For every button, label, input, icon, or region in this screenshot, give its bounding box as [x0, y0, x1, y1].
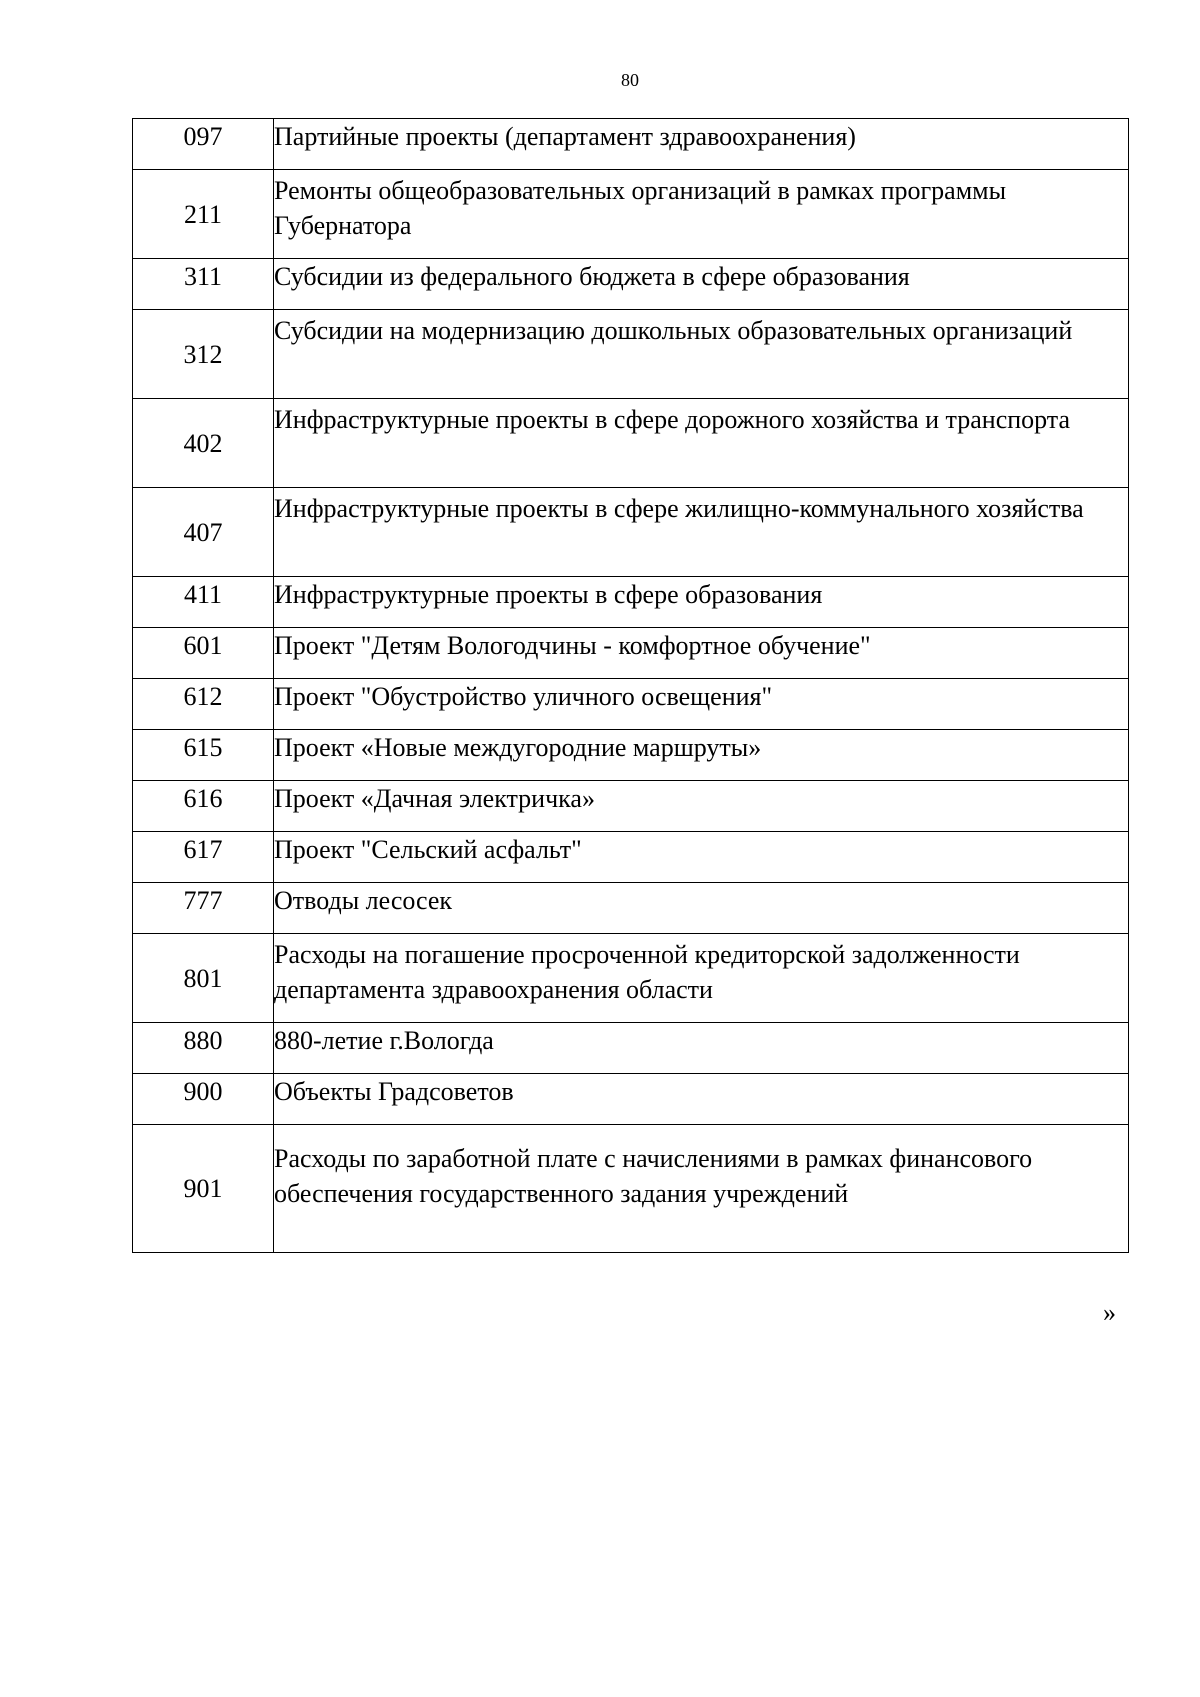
code-cell: 616	[133, 781, 274, 832]
code-cell: 407	[133, 488, 274, 577]
code-cell: 617	[133, 832, 274, 883]
description-cell: 880-летие г.Вологда	[274, 1023, 1129, 1074]
description-cell: Субсидии на модернизацию дошкольных образовательных организаций	[274, 310, 1129, 399]
page-number: 80	[621, 70, 639, 90]
table-row	[133, 781, 1129, 832]
table-row	[133, 832, 1129, 883]
description-cell: Партийные проекты (департамент здравоохранения)	[274, 119, 1129, 170]
description-cell: Расходы на погашение просроченной кредиторской задолженности департамента здравоохранения области	[274, 934, 1129, 1023]
code-cell: 880	[133, 1023, 274, 1074]
code-cell: 097	[133, 119, 274, 170]
description-cell: Инфраструктурные проекты в сфере жилищно-коммунального хозяйства	[274, 488, 1129, 577]
code-cell: 601	[133, 628, 274, 679]
code-cell: 402	[133, 399, 274, 488]
table-row	[133, 259, 1129, 310]
table-row	[133, 170, 1129, 259]
description-cell: Проект "Детям Вологодчины - комфортное обучение"	[274, 628, 1129, 679]
table-row	[133, 679, 1129, 730]
code-cell: 311	[133, 259, 274, 310]
table-row	[133, 1023, 1129, 1074]
closing-quote: »	[1103, 1298, 1116, 1327]
table-row	[133, 730, 1129, 781]
table-row	[133, 119, 1129, 170]
code-cell: 900	[133, 1074, 274, 1125]
description-cell: Отводы лесосек	[274, 883, 1129, 934]
table-row	[133, 577, 1129, 628]
description-cell: Проект «Дачная электричка»	[274, 781, 1129, 832]
description-cell: Проект «Новые междугородние маршруты»	[274, 730, 1129, 781]
code-cell: 801	[133, 934, 274, 1023]
description-cell: Инфраструктурные проекты в сфере дорожного хозяйства и транспорта	[274, 399, 1129, 488]
code-cell: 612	[133, 679, 274, 730]
code-cell: 901	[133, 1125, 274, 1253]
table-row	[133, 399, 1129, 488]
expense-codes-table	[132, 118, 1129, 1253]
table-row	[133, 1074, 1129, 1125]
code-cell: 312	[133, 310, 274, 399]
description-cell: Расходы по заработной плате с начислениями в рамках финансового обеспечения государственного задания учреждений	[274, 1125, 1129, 1253]
code-cell: 211	[133, 170, 274, 259]
code-cell: 411	[133, 577, 274, 628]
table-row	[133, 934, 1129, 1023]
description-cell: Объекты Градсоветов	[274, 1074, 1129, 1125]
table-row	[133, 488, 1129, 577]
table-row	[133, 1125, 1129, 1253]
description-cell: Инфраструктурные проекты в сфере образования	[274, 577, 1129, 628]
code-cell: 777	[133, 883, 274, 934]
description-cell: Проект "Сельский асфальт"	[274, 832, 1129, 883]
table-row	[133, 310, 1129, 399]
description-cell: Ремонты общеобразовательных организаций в рамках программы Губернатора	[274, 170, 1129, 259]
description-cell: Проект "Обустройство уличного освещения"	[274, 679, 1129, 730]
description-cell: Субсидии из федерального бюджета в сфере образования	[274, 259, 1129, 310]
table-row	[133, 628, 1129, 679]
table-row	[133, 883, 1129, 934]
code-cell: 615	[133, 730, 274, 781]
